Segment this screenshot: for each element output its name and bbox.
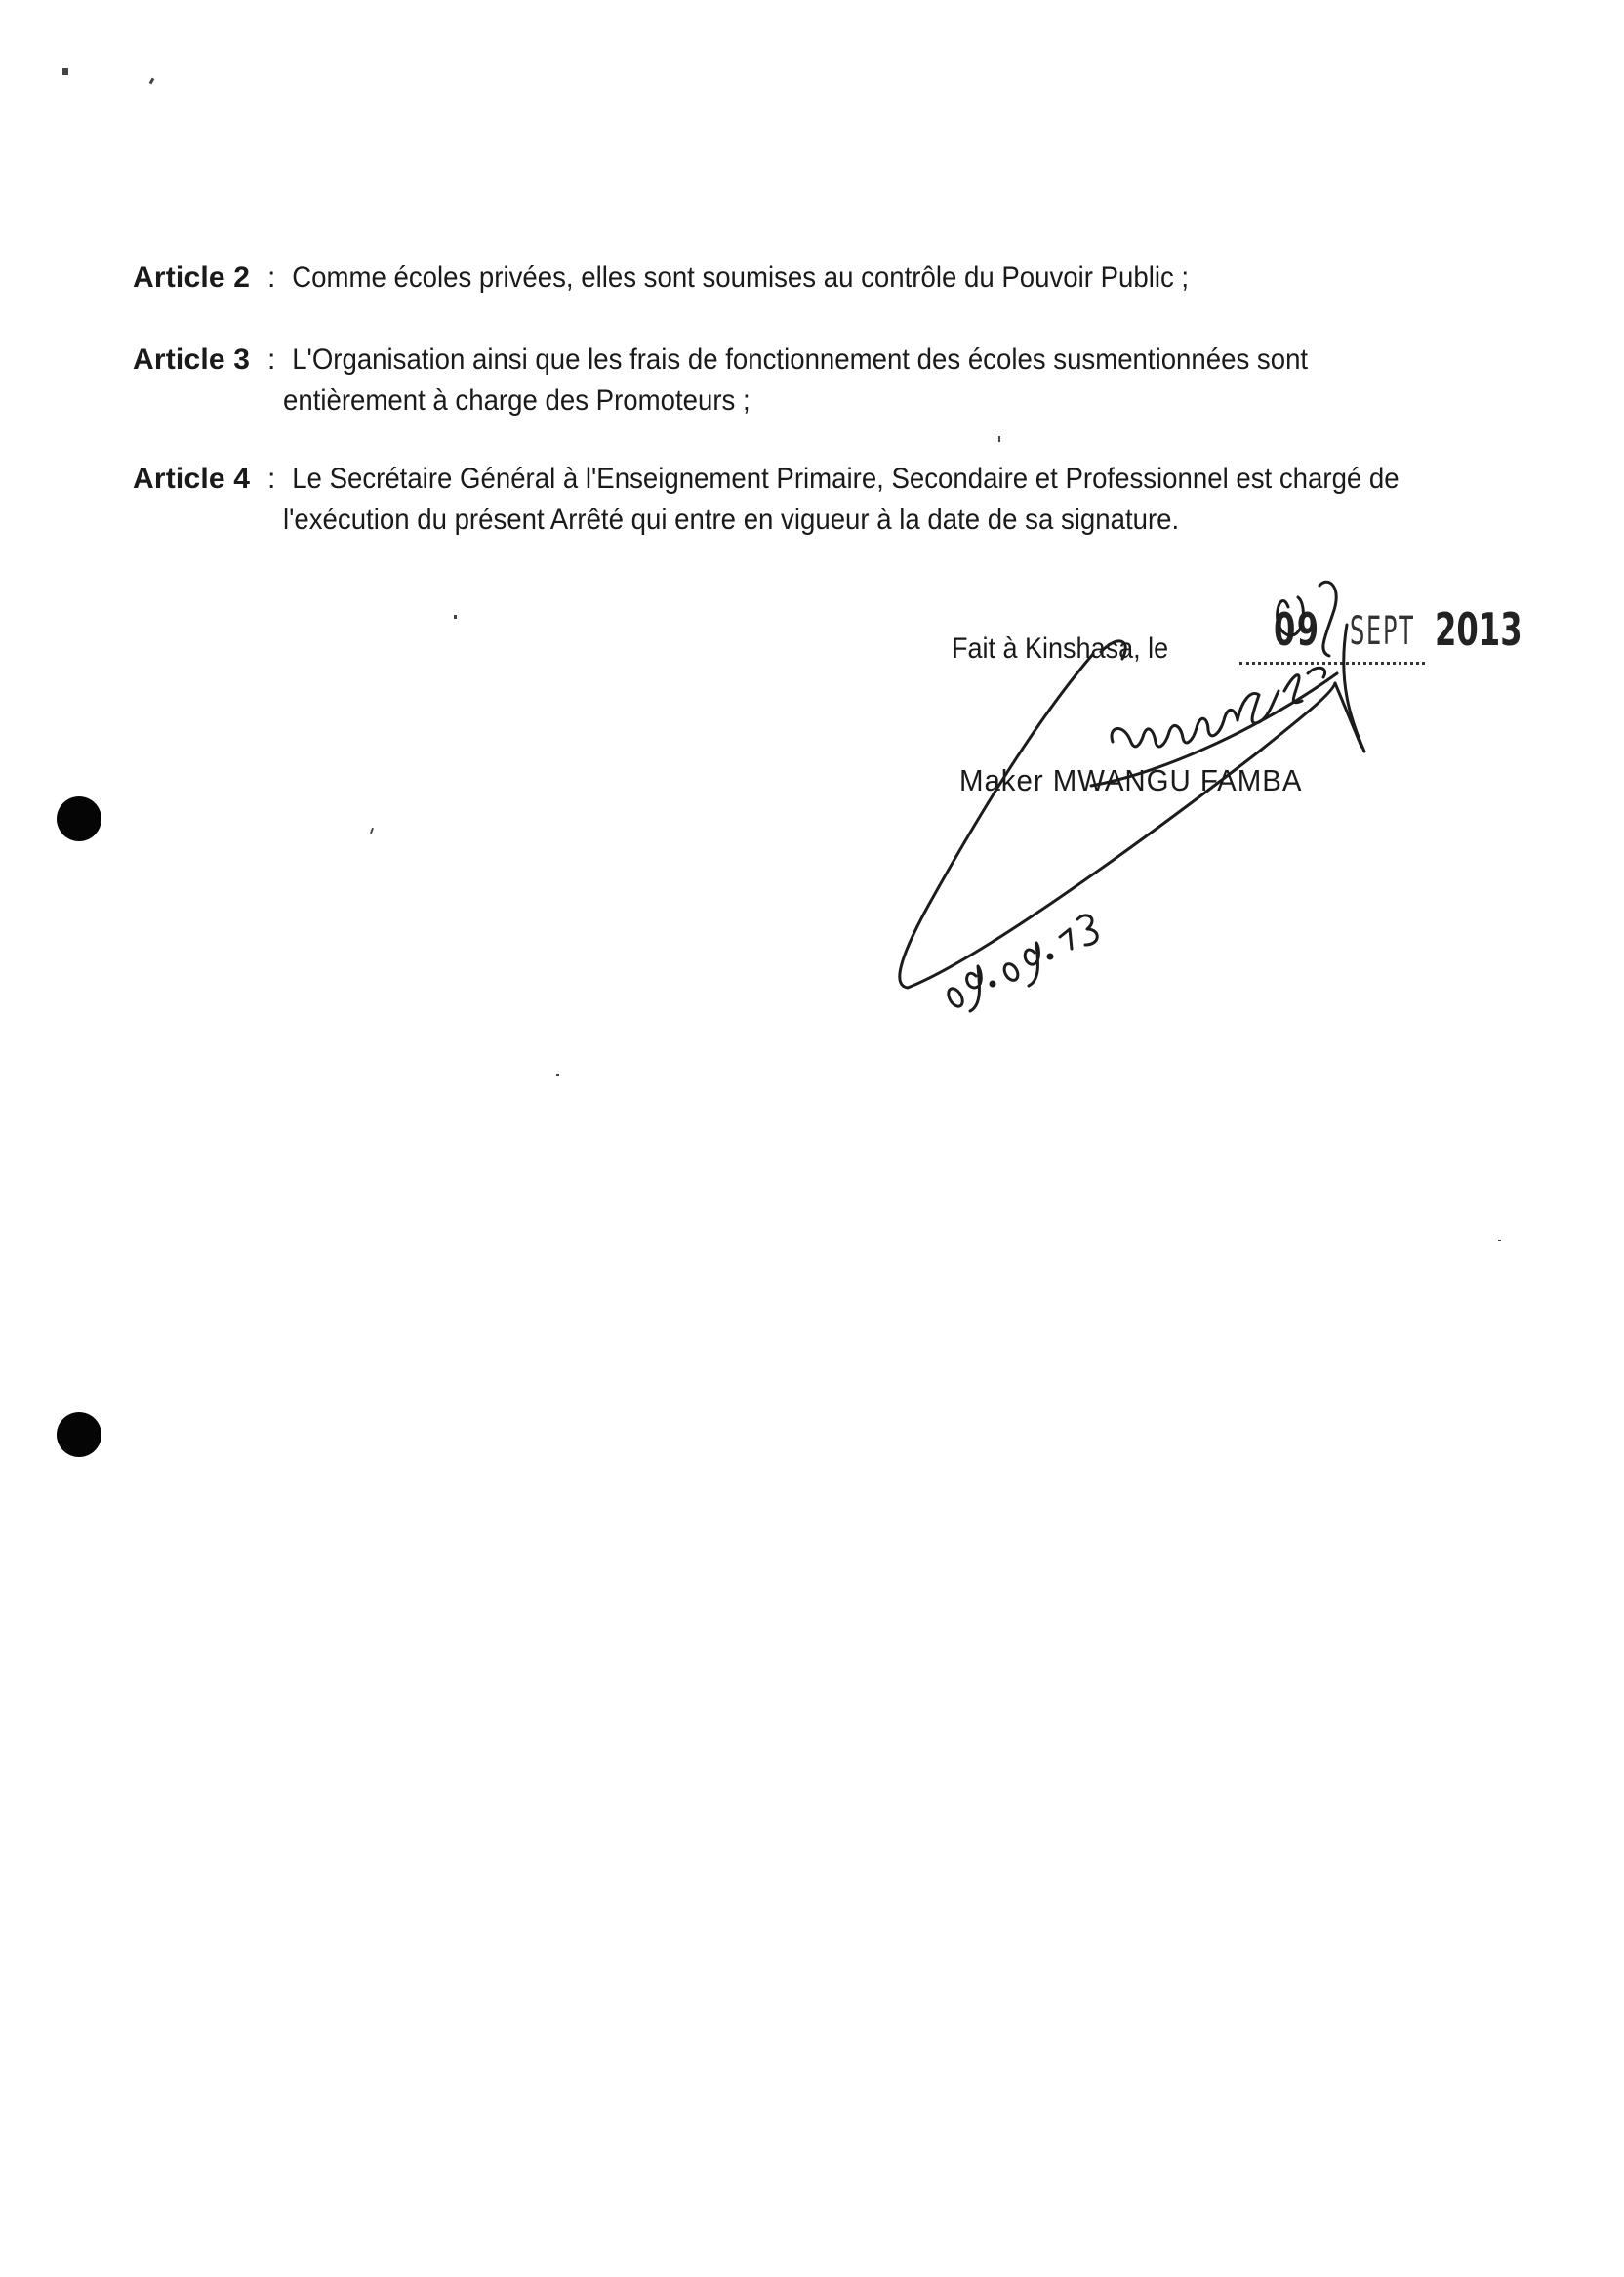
article-text: Le Secrétaire Général à l'Enseignement Primaire, Secondaire et Professionnel est chargé de l'exécution du présent Arrêté qui entre en vigueur à la date de sa signature. [283,463,1400,536]
article-separator: : [267,463,276,495]
article-separator: : [267,262,276,294]
article-text: Comme écoles privées, elles sont soumises au contrôle du Pouvoir Public ; [292,262,1190,294]
date-stamp-year: 2013 [1435,603,1522,656]
scan-speck [454,615,457,619]
punch-hole-lower [57,1412,102,1457]
article-text: L'Organisation ainsi que les frais de fonctionnement des écoles susmentionnées sont entièrement à charge des Promoteurs ; [283,344,1309,417]
article-label: Article 3 [133,344,251,376]
scan-speck [62,68,68,75]
punch-hole-upper [57,796,102,841]
scan-speck [998,436,1000,442]
scan-speck [556,1074,559,1076]
signer-name: Maker MWANGU FAMBA [959,763,1303,797]
article-separator: : [267,344,276,376]
article-label: Article 2 [133,262,251,294]
date-stamp-day: 09 [1274,603,1320,656]
scan-speck [149,78,155,85]
scan-speck [1498,1240,1501,1241]
scan-speck [370,828,374,834]
place-date-line: Fait à Kinshasa, le [952,632,1169,665]
article-label: Article 4 [133,463,251,495]
date-stamp-month: SEPT [1350,609,1415,654]
